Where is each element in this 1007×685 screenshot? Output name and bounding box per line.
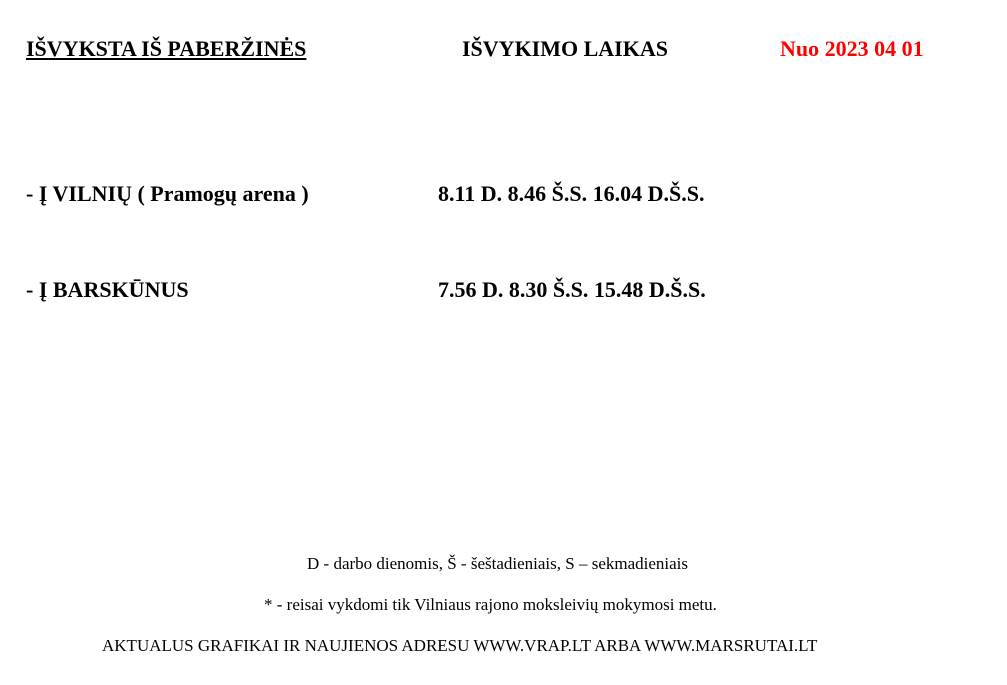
departure-title: IŠVYKSTA IŠ PABERŽINĖS (26, 36, 307, 61)
asterisk-note: * - reisai vykdomi tik Vilniaus rajono moksleivių mokymosi metu. (264, 595, 717, 614)
route-destination: - Į VILNIŲ ( Pramogų arena ) (26, 181, 309, 206)
route-destination: - Į BARSKŪNUS (26, 277, 189, 302)
departure-time-title: IŠVYKIMO LAIKAS (462, 36, 668, 61)
day-legend: D - darbo dienomis, Š - šeštadieniais, S – sekmadieniais (307, 554, 689, 573)
route-times: 7.56 D. 8.30 Š.S. 15.48 D.Š.S. (438, 277, 706, 302)
website-note: AKTUALUS GRAFIKAI IR NAUJIENOS ADRESU WWW.VRAP.LT ARBA WWW.MARSRUTAI.LT (102, 636, 818, 655)
effective-date: Nuo 2023 04 01 (780, 36, 924, 61)
route-times: 8.11 D. 8.46 Š.S. 16.04 D.Š.S. (438, 181, 705, 206)
